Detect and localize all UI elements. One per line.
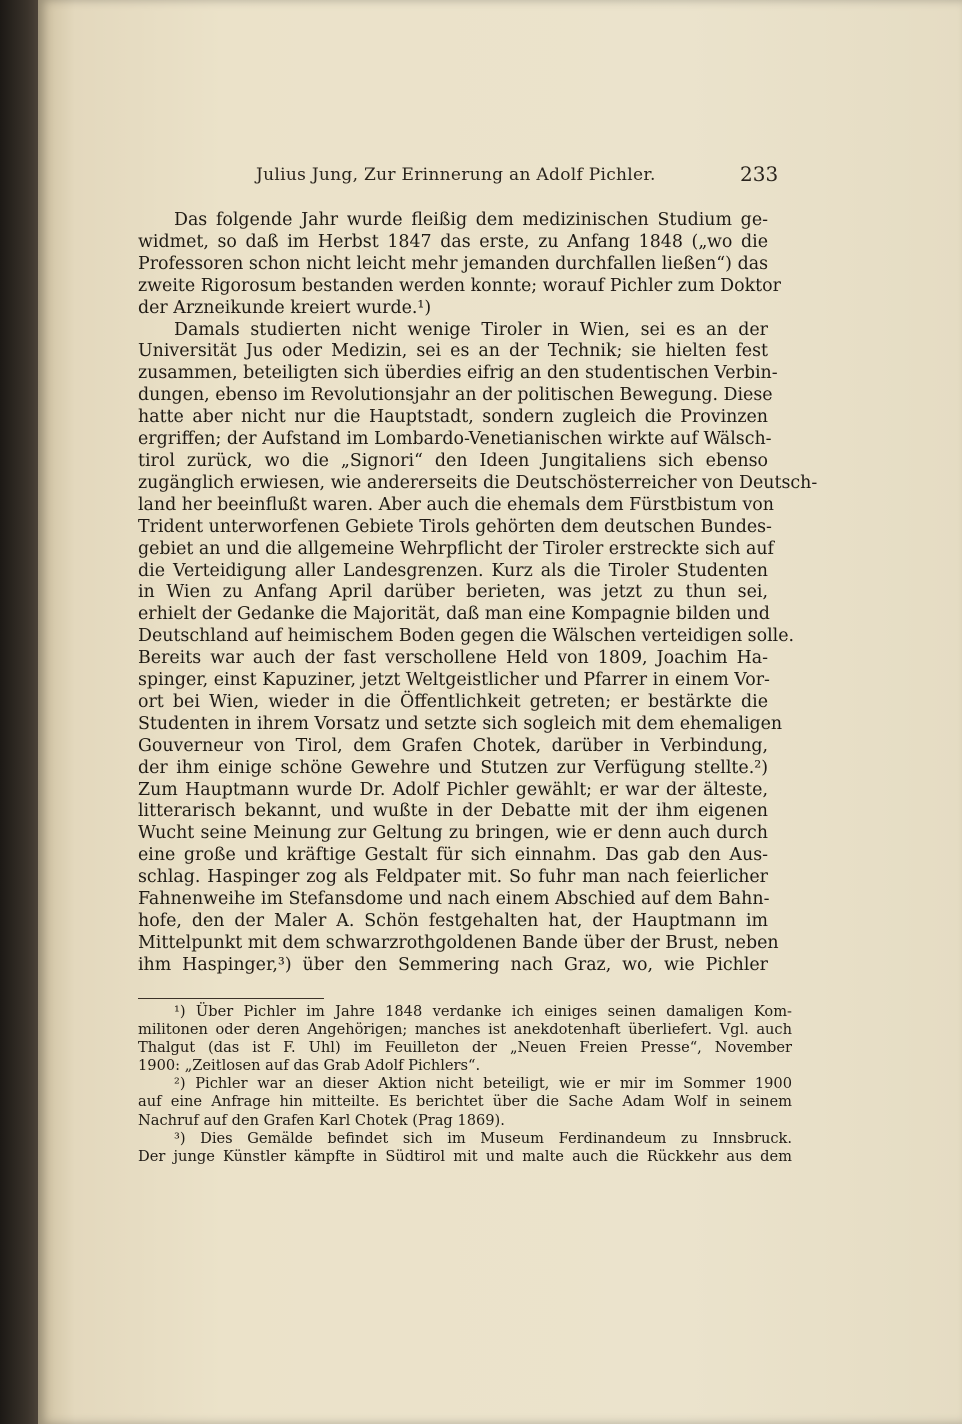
text-line: zweite Rigorosum bestanden werden konnte; worauf Pichler zum Doktor [138, 275, 781, 296]
text-line: hofe, den der Maler A. Schön festgehalten hat, der Hauptmann im [138, 911, 768, 931]
text-line: ergriffen; der Aufstand im Lombardo-Venetianischen wirkte auf Wälsch- [138, 429, 772, 450]
text-line: Wucht seine Meinung zur Geltung zu bringen, wie er denn auch durch [138, 823, 768, 844]
text-line: in Wien zu Anfang April darüber berieten, was jetzt zu thun sei, [138, 582, 768, 603]
main-text [138, 210, 818, 977]
footnote-line: auf eine Anfrage hin mitteilte. Es berichtet über die Sache Adam Wolf in seinem [138, 1093, 792, 1111]
text-line: ihm Haspinger,³) über den Semmering nach Graz, wo, wie Pichler [138, 954, 768, 975]
text-line: Fahnenweihe im Stefansdome und nach einem Abschied auf dem Bahn- [138, 889, 770, 910]
text-line: widmet, so daß im Herbst 1847 das erste, zu Anfang 1848 („wo die [138, 231, 768, 252]
footnote-line: ¹) Über Pichler im Jahre 1848 verdanke ich einiges seinen damaligen Kom- [174, 1003, 792, 1020]
book-page [38, 0, 962, 1424]
page-number: 233 [740, 162, 779, 186]
footnote-line: ²) Pichler war an dieser Aktion nicht beteiligt, wie er mir im Sommer 1900 [174, 1075, 792, 1093]
text-line: zusammen, beteiligten sich überdies eifrig an den studentischen Verbin- [138, 363, 778, 384]
text-line: tirol zurück, wo die „Signori“ den Ideen Jungitaliens sich ebenso [138, 450, 768, 471]
text-line: zugänglich erwiesen, wie andererseits die Deutschösterreicher von Deutsch- [138, 472, 818, 493]
text-line: dungen, ebenso im Revolutionsjahr an der politischen Bewegung. Diese [138, 385, 773, 406]
footnote-line: Der junge Künstler kämpfte in Südtirol mit und malte auch die Rückkehr aus dem [138, 1147, 792, 1165]
text-line: Studenten in ihrem Vorsatz und setzte sich sogleich mit dem ehemaligen [138, 713, 783, 734]
text-line: Gouverneur von Tirol, dem Grafen Chotek, darüber in Verbindung, [138, 735, 768, 756]
text-line: die Verteidigung aller Landesgrenzen. Kurz als die Tiroler Studenten [138, 560, 768, 581]
footnote-line: ³) Dies Gemälde befindet sich im Museum Ferdinandeum zu Innsbruck. [174, 1129, 792, 1147]
text-line: Das folgende Jahr wurde fleißig dem medizinischen Studium ge- [174, 210, 768, 230]
text-line: Trident unterworfenen Gebiete Tirols gehörten dem deutschen Bundes- [138, 516, 772, 537]
text-line: hatte aber nicht nur die Hauptstadt, sondern zugleich die Provinzen [138, 407, 768, 428]
text-line: Damals studierten nicht wenige Tiroler in Wien, sei es an der [174, 319, 768, 340]
text-line: land her beeinflußt waren. Aber auch die ehemals dem Fürstbistum von [138, 494, 774, 515]
running-header: Julius Jung, Zur Erinnerung an Adolf Pichler. [256, 165, 656, 185]
text-line: ort bei Wien, wieder in die Öffentlichkeit getreten; er bestärkte die [138, 691, 768, 712]
footnote-line: 1900: „Zeitlosen auf das Grab Adolf Pichlers“. [138, 1057, 481, 1075]
text-line: litterarisch bekannt, und wußte in der Debatte mit der ihm eigenen [138, 801, 768, 822]
text-line: der ihm einige schöne Gewehre und Stutzen zur Verfügung stellte.²) [138, 757, 768, 778]
text-line: der Arzneikunde kreiert wurde.¹) [138, 297, 432, 318]
footnote-line: militonen oder deren Angehörigen; manches ist anekdotenhaft überliefert. Vgl. auch [138, 1021, 792, 1039]
text-line: erhielt der Gedanke die Majorität, daß man eine Kompagnie bilden und [138, 604, 770, 625]
footnote-divider [138, 998, 324, 999]
footnote-line: Thalgut (das ist F. Uhl) im Feuilleton der „Neuen Freien Presse“, November [138, 1039, 792, 1057]
text-line: Deutschland auf heimischem Boden gegen die Wälschen verteidigen solle. [138, 626, 795, 647]
text-line: Zum Hauptmann wurde Dr. Adolf Pichler gewählt; er war der älteste, [138, 779, 768, 800]
footnote-line: Nachruf auf den Grafen Karl Chotek (Prag 1869). [138, 1111, 505, 1129]
text-line: eine große und kräftige Gestalt für sich einnahm. Das gab den Aus- [138, 845, 768, 866]
text-line: gebiet an und die allgemeine Wehrpflicht der Tiroler erstreckte sich auf [138, 538, 774, 559]
text-line: Mittelpunkt mit dem schwarzrothgoldenen Bande über der Brust, neben [138, 932, 779, 953]
text-line: spinger, einst Kapuziner, jetzt Weltgeistlicher und Pfarrer in einem Vor- [138, 670, 770, 691]
text-line: Bereits war auch der fast verschollene Held von 1809, Joachim Ha- [138, 648, 768, 669]
footnotes [138, 1003, 792, 1166]
text-line: Professoren schon nicht leicht mehr jemanden durchfallen ließen“) das [138, 253, 768, 274]
text-line: schlag. Haspinger zog als Feldpater mit. So fuhr man nach feierlicher [138, 867, 768, 888]
text-line: Universität Jus oder Medizin, sei es an der Technik; sie hielten fest [138, 341, 768, 362]
